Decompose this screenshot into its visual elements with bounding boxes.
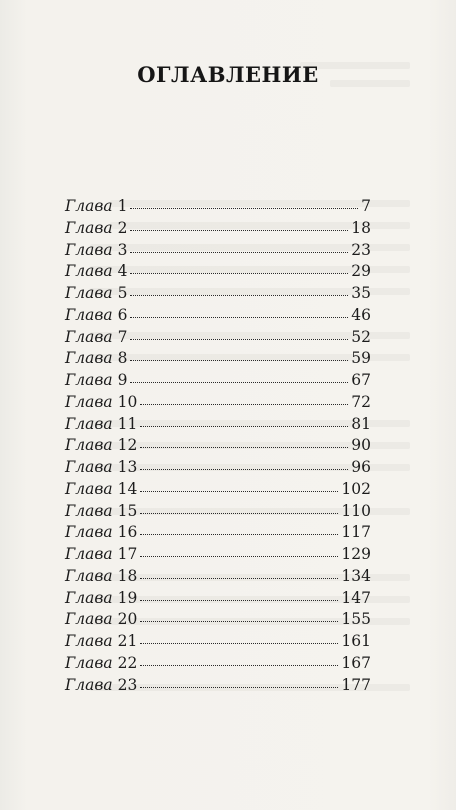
chapter-label <box>65 328 127 346</box>
page-number: 52 <box>351 327 371 346</box>
chapter-label <box>65 610 137 628</box>
page-number: 117 <box>341 523 371 542</box>
chapter-number: 17 <box>117 545 138 563</box>
toc-entry <box>65 371 371 393</box>
page-number: 7 <box>361 197 371 215</box>
chapter-number: 23 <box>117 675 138 694</box>
page-number: 59 <box>351 349 371 368</box>
chapter-word: Глава <box>65 262 113 281</box>
toc-entry <box>65 632 371 654</box>
toc-entry <box>65 676 371 698</box>
page-number: 129 <box>341 545 371 563</box>
dot-leader <box>140 513 338 514</box>
chapter-label <box>65 436 137 454</box>
toc-entry <box>65 284 371 306</box>
dot-leader <box>140 665 338 666</box>
chapter-number: 4 <box>117 262 128 281</box>
toc-entry <box>65 458 371 480</box>
chapter-word: Глава <box>65 305 113 324</box>
page-number: 161 <box>341 632 371 650</box>
chapter-label <box>65 523 137 541</box>
toc-entry <box>65 219 371 241</box>
chapter-label <box>65 415 137 433</box>
chapter-label <box>65 284 127 302</box>
chapter-word: Глава <box>65 523 113 542</box>
dot-leader <box>140 404 348 405</box>
dot-leader <box>130 230 348 231</box>
chapter-label <box>65 502 137 520</box>
page-number: 67 <box>351 371 371 389</box>
chapter-number: 15 <box>117 501 138 520</box>
chapter-word: Глава <box>65 349 113 368</box>
dot-leader <box>130 252 348 253</box>
dot-leader <box>140 534 338 535</box>
toc-entry <box>65 589 371 611</box>
toc-entry <box>65 480 371 502</box>
page-number: 102 <box>341 479 371 498</box>
page-number: 29 <box>351 262 371 281</box>
chapter-word: Глава <box>65 566 113 585</box>
chapter-word: Глава <box>65 436 113 455</box>
dot-leader <box>140 578 338 579</box>
chapter-number: 9 <box>117 371 128 389</box>
page-number: 72 <box>351 392 371 411</box>
chapter-number: 8 <box>117 349 128 368</box>
chapter-number: 18 <box>117 566 138 585</box>
toc-entry <box>65 567 371 589</box>
chapter-number: 1 <box>117 197 128 215</box>
chapter-word: Глава <box>65 392 113 411</box>
toc-entry <box>65 328 371 350</box>
chapter-number: 12 <box>117 436 138 455</box>
toc-entry <box>65 502 371 524</box>
chapter-word: Глава <box>65 414 113 433</box>
dot-leader <box>140 491 338 492</box>
page-number: 90 <box>351 436 371 455</box>
page-number: 46 <box>351 305 371 324</box>
chapter-number: 7 <box>117 327 128 346</box>
page-number: 177 <box>341 675 371 694</box>
toc-entry <box>65 306 371 328</box>
toc-entry <box>65 436 371 458</box>
chapter-number: 2 <box>117 218 128 237</box>
chapter-number: 10 <box>117 392 138 411</box>
page-number: 23 <box>351 240 371 259</box>
dot-leader <box>140 643 338 644</box>
chapter-label <box>65 219 127 237</box>
chapter-number: 3 <box>117 240 128 259</box>
chapter-number: 13 <box>117 458 138 476</box>
dot-leader <box>130 339 348 340</box>
dot-leader <box>130 382 348 383</box>
page-number: 18 <box>351 218 371 237</box>
chapter-word: Глава <box>65 458 113 476</box>
dot-leader <box>140 426 348 427</box>
chapter-word: Глава <box>65 653 113 672</box>
chapter-word: Глава <box>65 240 113 259</box>
chapter-number: 20 <box>117 610 138 629</box>
chapter-label <box>65 589 137 607</box>
dot-leader <box>140 469 348 470</box>
chapter-label <box>65 458 137 476</box>
dot-leader <box>140 687 338 688</box>
page-number: 81 <box>351 414 371 433</box>
page-number: 134 <box>341 566 371 585</box>
chapter-label <box>65 262 127 280</box>
toc-entry <box>65 610 371 632</box>
chapter-word: Глава <box>65 610 113 629</box>
chapter-word: Глава <box>65 632 113 650</box>
toc-entry <box>65 262 371 284</box>
chapter-label <box>65 654 137 672</box>
chapter-label <box>65 632 137 650</box>
chapter-number: 22 <box>117 653 138 672</box>
page-number: 167 <box>341 653 371 672</box>
page-title: ОГЛАВЛЕНИЕ <box>137 62 319 88</box>
chapter-word: Глава <box>65 501 113 520</box>
chapter-label <box>65 349 127 367</box>
chapter-number: 16 <box>117 523 138 542</box>
page-number: 35 <box>351 284 371 302</box>
page-number: 96 <box>351 458 371 476</box>
chapter-word: Глава <box>65 588 113 607</box>
chapter-word: Глава <box>65 371 113 389</box>
toc-entry <box>65 393 371 415</box>
chapter-number: 14 <box>117 479 138 498</box>
toc-entry <box>65 241 371 263</box>
chapter-number: 11 <box>117 414 138 433</box>
chapter-label <box>65 241 127 259</box>
chapter-number: 6 <box>117 305 128 324</box>
chapter-label <box>65 393 137 411</box>
chapter-number: 19 <box>117 588 138 607</box>
toc-entry <box>65 523 371 545</box>
chapter-number: 5 <box>117 284 128 302</box>
page-number: 155 <box>341 610 371 629</box>
dot-leader <box>140 556 338 557</box>
chapter-word: Глава <box>65 327 113 346</box>
dot-leader <box>130 317 348 318</box>
toc-entry <box>65 197 371 219</box>
dot-leader <box>130 273 348 274</box>
dot-leader <box>140 600 338 601</box>
chapter-word: Глава <box>65 545 113 563</box>
dot-leader <box>140 447 348 448</box>
chapter-label <box>65 545 137 563</box>
page-number: 110 <box>341 501 371 520</box>
chapter-label <box>65 480 137 498</box>
dot-leader <box>130 360 348 361</box>
toc-entry <box>65 349 371 371</box>
toc-entry <box>65 545 371 567</box>
dot-leader <box>140 621 338 622</box>
chapter-label <box>65 306 127 324</box>
toc-entry <box>65 415 371 437</box>
dot-leader <box>130 208 358 209</box>
table-of-contents <box>65 197 371 697</box>
page-number: 147 <box>341 588 371 607</box>
chapter-word: Глава <box>65 284 113 302</box>
dot-leader <box>130 295 348 296</box>
chapter-label <box>65 371 127 389</box>
toc-entry <box>65 654 371 676</box>
chapter-label <box>65 567 137 585</box>
chapter-word: Глава <box>65 197 113 215</box>
chapter-word: Глава <box>65 479 113 498</box>
chapter-label <box>65 676 137 694</box>
chapter-word: Глава <box>65 218 113 237</box>
chapter-word: Глава <box>65 675 113 694</box>
chapter-number: 21 <box>117 632 138 650</box>
chapter-label <box>65 197 127 215</box>
